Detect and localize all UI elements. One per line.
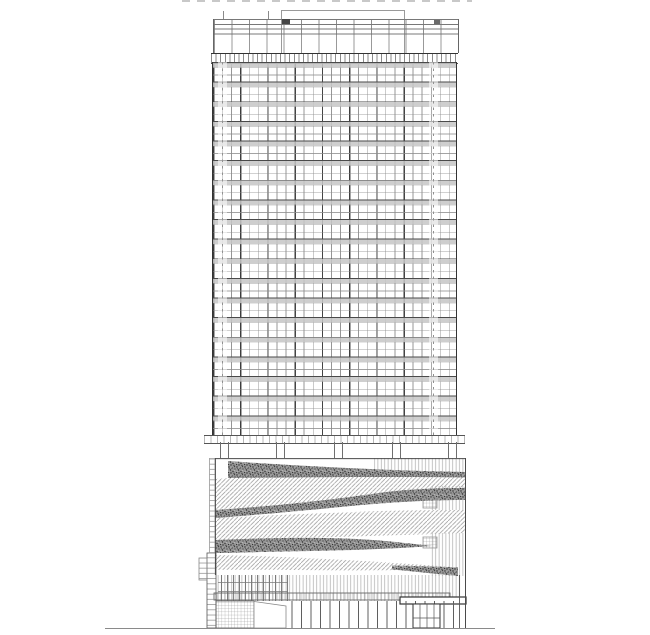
podium-items (199, 458, 466, 628)
ground-line (105, 628, 495, 629)
podium-facade (196, 458, 468, 629)
